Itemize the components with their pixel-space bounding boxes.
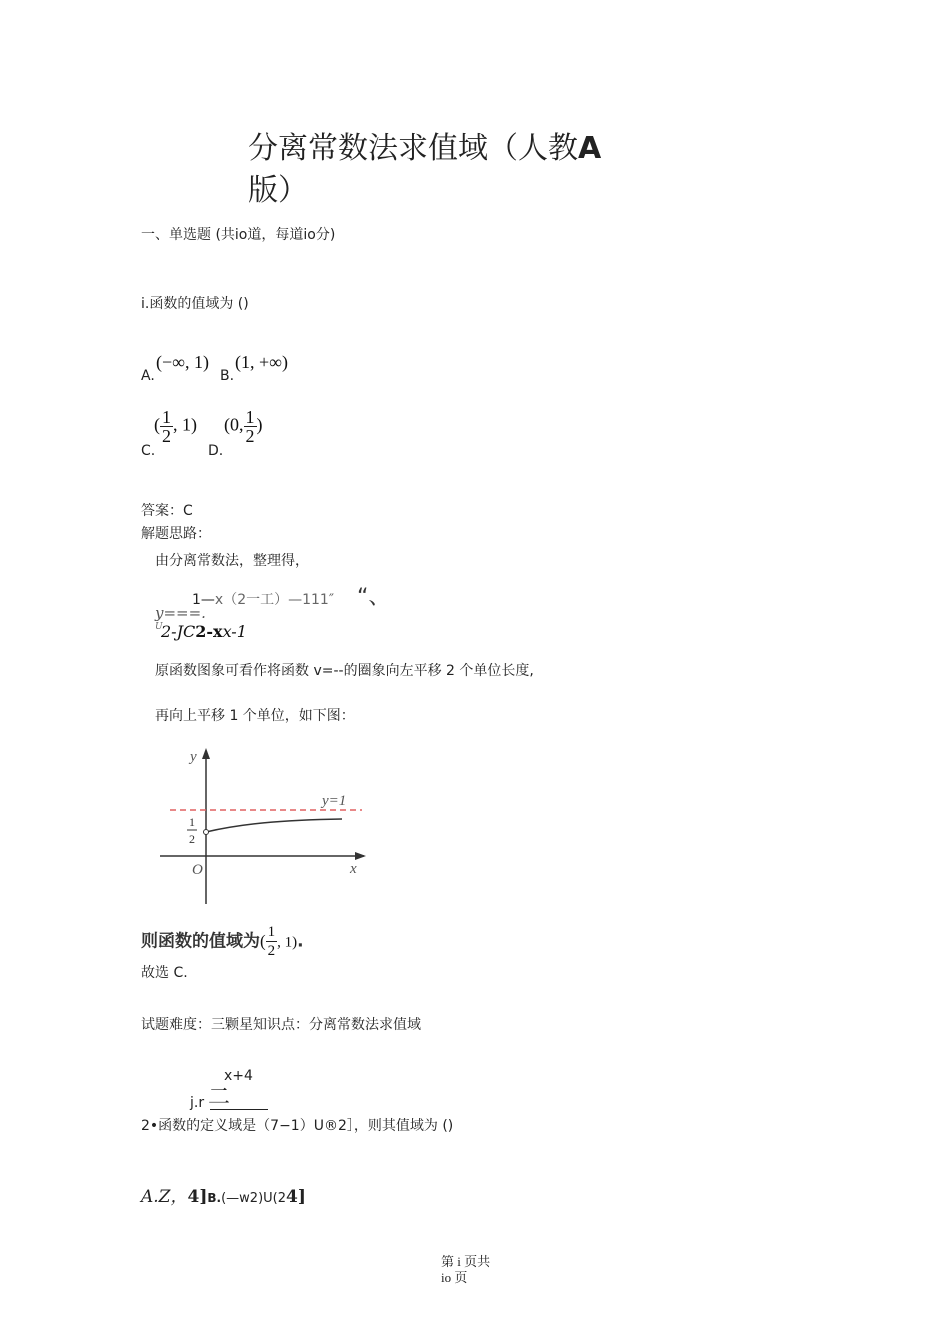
q1-conclusion-fraction bbox=[266, 923, 278, 960]
q1-option-d-den: 2 bbox=[245, 426, 255, 446]
footer-page-line2: io 页 bbox=[441, 1270, 468, 1285]
q1-conclusion-den: 2 bbox=[267, 943, 276, 959]
q1-formula-bottom-c: x-1 bbox=[222, 622, 247, 641]
q1-option-a-label: A. bbox=[141, 368, 155, 384]
graph-open-point bbox=[204, 830, 209, 835]
q1-formula-top-a: 1— bbox=[192, 592, 215, 608]
q1-formula-top-b: x（2一工）—111″ bbox=[214, 592, 335, 608]
q1-answer: 答案：C bbox=[141, 503, 193, 519]
q1-option-d-open: (0, bbox=[224, 414, 244, 435]
q2-option-a: A.Z， bbox=[141, 1187, 188, 1207]
q1-step3: 再向上平移 1 个单位，如下图： bbox=[155, 708, 355, 724]
q1-option-d-math bbox=[224, 408, 263, 445]
q2-fraction-left: j.r bbox=[190, 1095, 205, 1111]
q1-formula-top-c: “、 bbox=[357, 585, 391, 610]
q1-analysis-label: 解题思路： bbox=[141, 526, 211, 542]
footer-page-line1: 第 i 页共 bbox=[441, 1254, 491, 1269]
q1-option-c-fraction bbox=[160, 408, 173, 445]
title-line1-bold: A bbox=[578, 131, 602, 166]
graph-origin: O bbox=[192, 862, 203, 878]
q1-option-a-math: (−∞, 1) bbox=[156, 352, 209, 372]
graph-tick-den: 2 bbox=[189, 832, 195, 846]
q1-meta: 试题难度：三颗星知识点：分离常数法求值域 bbox=[141, 1017, 421, 1033]
q2-stem: 2•函数的定义域是（7−1）U®2］，则其值域为 () bbox=[141, 1118, 454, 1134]
q1-option-d-label: D. bbox=[208, 443, 224, 459]
q1-formula-left-sup: U bbox=[155, 622, 163, 632]
q1-step2: 原函数图象可看作将函数 v=--的圈象向左平移 2 个单位长度, bbox=[155, 663, 534, 679]
q1-step1: 由分离常数法，整理得， bbox=[155, 553, 309, 569]
q1-option-c-open: ( bbox=[154, 414, 160, 435]
q1-conclusion bbox=[141, 923, 304, 960]
q1-formula-bottom bbox=[161, 622, 247, 641]
q1-option-d-num: 1 bbox=[245, 407, 255, 427]
q2-options bbox=[141, 1182, 306, 1207]
graph-x-arrow bbox=[355, 852, 366, 860]
q1-option-d-fraction bbox=[244, 408, 257, 445]
q1-choose: 故选 C. bbox=[141, 965, 188, 981]
q2-option-b-bold: 4] bbox=[286, 1187, 306, 1207]
q1-option-c-num: 1 bbox=[162, 407, 171, 427]
q1-formula-bottom-a: 2-JC bbox=[161, 622, 196, 641]
q1-conclusion-num: 1 bbox=[267, 924, 276, 940]
function-graph bbox=[150, 740, 380, 910]
q1-option-c-math bbox=[154, 408, 197, 445]
q1-conclusion-close: , 1) bbox=[277, 934, 298, 951]
q1-conclusion-prefix: 则函数的值域为 bbox=[141, 931, 260, 952]
q1-option-b-label: B. bbox=[220, 368, 235, 384]
q1-option-d-close: ) bbox=[256, 414, 263, 435]
graph-tick-num: 1 bbox=[189, 815, 195, 829]
graph-x-label: x bbox=[350, 861, 357, 877]
q1-conclusion-end: . bbox=[297, 931, 304, 952]
q2-fraction-top: x+4 bbox=[224, 1068, 253, 1084]
q1-option-c-close: , 1) bbox=[173, 414, 197, 435]
q1-option-b-math: (1, +∞) bbox=[235, 352, 288, 372]
q2-option-b-label: B. bbox=[207, 1191, 222, 1205]
q1-formula-top bbox=[192, 589, 334, 609]
q1-stem: i.函数的值域为 () bbox=[141, 296, 249, 312]
q2-option-b: (—w2)U(2 bbox=[221, 1191, 286, 1206]
graph-y-arrow bbox=[202, 748, 210, 759]
graph-curve bbox=[206, 819, 342, 832]
q1-formula-left: y===. bbox=[155, 604, 206, 622]
title-line1: 分离常数法求值域（人教 bbox=[248, 131, 578, 166]
graph-asymptote-label: y=1 bbox=[322, 793, 347, 809]
page-title bbox=[248, 128, 601, 170]
q2-fraction-bar bbox=[210, 1109, 268, 1110]
q1-option-c-label: C. bbox=[141, 443, 156, 459]
section-header: 一、单选题 (共io道，每道io分) bbox=[141, 227, 336, 243]
q2-option-a-bold: 4] bbox=[187, 1187, 208, 1207]
q1-option-c-den: 2 bbox=[162, 426, 171, 446]
q2-fraction-mid: 二 bbox=[208, 1085, 231, 1110]
graph-y-label: y bbox=[190, 749, 197, 765]
q1-formula-bottom-b: 2-x bbox=[195, 622, 223, 641]
q1-conclusion-open: ( bbox=[260, 931, 266, 951]
title-line2: 版） bbox=[248, 173, 308, 208]
